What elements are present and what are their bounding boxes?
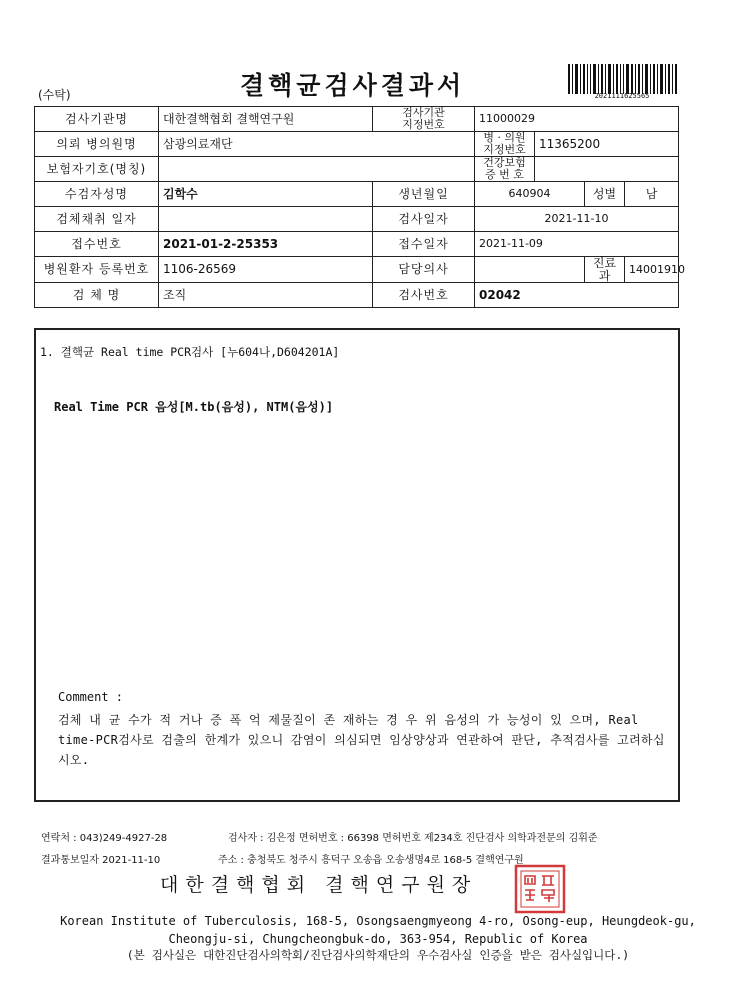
inst-code-label: 검사기관 지정번호	[373, 107, 475, 132]
sex-label: 성별	[585, 182, 625, 207]
recv-date-value: 2021-11-09	[475, 232, 679, 257]
report-date: 결과통보일자 2021-11-10	[41, 855, 161, 866]
doctor-value	[475, 257, 585, 283]
insured-value	[159, 157, 475, 182]
contact-info: 연락처 : 043)249-4927-28	[41, 833, 168, 844]
test-no-value: 02042	[475, 283, 679, 308]
comment-label: Comment :	[58, 690, 124, 704]
name-value: 김학수	[159, 182, 373, 207]
test-item-line: 1. 결핵균 Real time PCR검사 [누604나,D604201A]	[40, 345, 340, 359]
hi-value	[535, 157, 679, 182]
english-address: Korean Institute of Tuberculosis, 168-5, Osongsaengmyeong 4-ro, Osong-eup, Heungdeok-gu, Cheongju-si, Chungcheongbuk-do, 363-954, Republic of Korea	[60, 914, 696, 946]
page-title: 결핵균검사결과서	[240, 71, 466, 100]
recv-date-label: 접수일자	[373, 232, 475, 257]
specimen-value: 조직	[159, 283, 373, 308]
pcr-result-line: Real Time PCR 음성[M.tb(음성), NTM(음성)]	[54, 400, 334, 414]
sex-value: 남	[625, 182, 679, 207]
dept-value: 14001910	[625, 257, 679, 283]
inst-code-value: 11000029	[475, 107, 679, 132]
recv-no-value: 2021-01-2-25353	[159, 232, 373, 257]
reg-value: 1106-26569	[159, 257, 373, 283]
req-label: 의뢰 병의원명	[35, 132, 159, 157]
collect-label: 검체채취 일자	[35, 207, 159, 232]
clinic-code-label: 병 · 의원 지정번호	[475, 132, 535, 157]
dob-label: 생년월일	[373, 182, 475, 207]
req-value: 삼광의료재단	[159, 132, 475, 157]
collect-value	[159, 207, 373, 232]
insured-label: 보험자기호(명칭)	[35, 157, 159, 182]
receipt-mark: (수탁)	[38, 88, 71, 102]
doctor-label: 담당의사	[373, 257, 475, 283]
dept-label: 진료과	[585, 257, 625, 283]
specimen-label: 검 체 명	[35, 283, 159, 308]
test-date-value: 2021-11-10	[475, 207, 679, 232]
lab-address: 주소 : 충청북도 청주시 흥덕구 오송읍 오송생명4로 168-5 결핵연구원	[218, 855, 524, 866]
recv-no-label: 접수번호	[35, 232, 159, 257]
dob-value: 640904	[475, 182, 585, 207]
test-date-label: 검사일자	[373, 207, 475, 232]
clinic-code-value: 11365200	[535, 132, 679, 157]
organization-name: 대한결핵협회 결핵연구원장	[160, 874, 478, 896]
official-seal	[514, 864, 566, 914]
comment-text: 검체 내 균 수가 적 거나 증 폭 억 제물질이 존 재하는 경 우 위 음성의 가 능성이 있 으며, Real time-PCR검사로 검출의 한계가 있으니 감염이 의심되면 임상양상과 연관하여 판단, 추적검사를 고려하십시오.	[58, 713, 665, 767]
inst-value: 대한결핵협회 결핵연구원	[159, 107, 373, 132]
certification-note: (본 검사실은 대한진단검사의학회/진단검사의학재단의 우수검사실 인증을 받은 검사실입니다.)	[126, 948, 630, 962]
barcode-image	[567, 64, 677, 94]
result-box	[34, 328, 680, 802]
inst-label: 검사기관명	[35, 107, 159, 132]
hi-label: 건강보험 증 번 호	[475, 157, 535, 182]
examiner-info: 검사자 : 김은정 면허번호 : 66398 면허번호 제234호 진단검사 의학과전문의 김휘준	[228, 833, 598, 844]
barcode-number: 2021111625565	[594, 92, 650, 100]
reg-label: 병원환자 등록번호	[35, 257, 159, 283]
test-no-label: 검사번호	[373, 283, 475, 308]
patient-info-table	[34, 106, 685, 308]
name-label: 수검자성명	[35, 182, 159, 207]
